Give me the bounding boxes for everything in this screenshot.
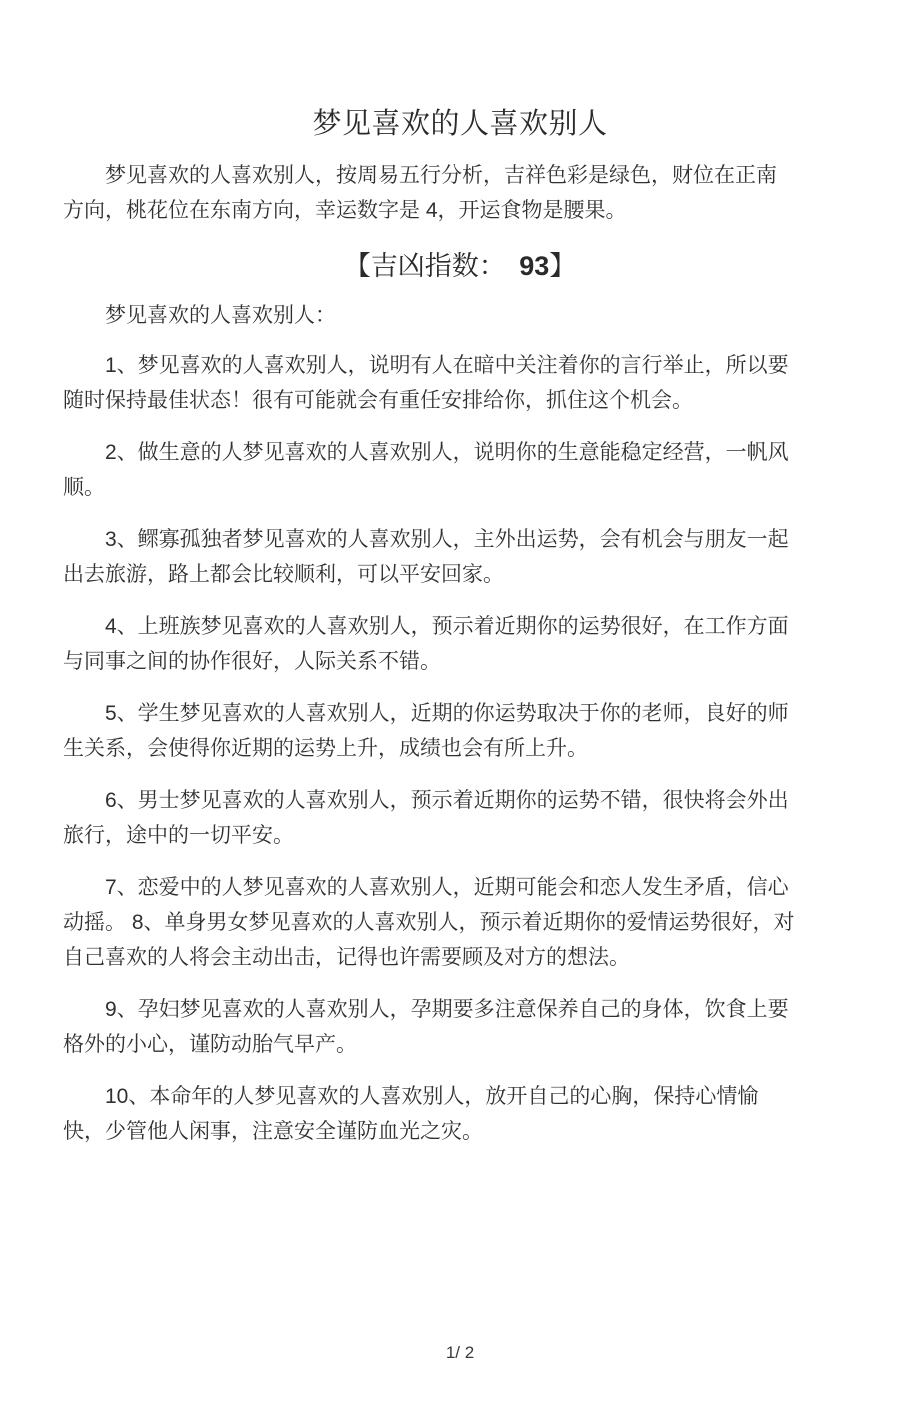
interpretation-item: 7、恋爱中的人梦见喜欢的人喜欢别人，近期可能会和恋人发生矛盾，信心动摇。 8、单身男女梦见喜欢的人喜欢别人，预示着近期你的爱情运势很好，对自己喜欢的人将会主动出击，记得也许需要顾及对方的想法。	[63, 876, 795, 969]
page-title: 梦见喜欢的人喜欢别人	[312, 108, 608, 140]
interpretation-item: 2、做生意的人梦见喜欢的人喜欢别人，说明你的生意能稳定经营，一帆风顺。	[63, 441, 789, 499]
interpretation-item: 10、本命年的人梦见喜欢的人喜欢别人，放开自己的心胸，保持心情愉快，少管他人闲事，注意安全谨防血光之灾。	[63, 1085, 759, 1143]
page-number: 1/ 2	[445, 1343, 475, 1362]
document-page	[0, 103, 920, 1406]
interpretation-list	[0, 348, 920, 1149]
interpretation-item: 5、学生梦见喜欢的人喜欢别人，近期的你运势取决于你的老师，良好的师生关系，会使得你近期的运势上升，成绩也会有所上升。	[63, 702, 789, 760]
interpretation-item: 3、鳏寡孤独者梦见喜欢的人喜欢别人，主外出运势，会有机会与朋友一起出去旅游，路上都会比较顺利，可以平安回家。	[63, 528, 789, 586]
interpretation-item: 9、孕妇梦见喜欢的人喜欢别人，孕期要多注意保养自己的身体，饮食上要格外的小心，谨防动胎气早产。	[63, 998, 789, 1056]
intro-paragraph: 梦见喜欢的人喜欢别人，按周易五行分析，吉祥色彩是绿色，财位在正南方向，桃花位在东南方向，幸运数字是 4，开运食物是腰果。	[63, 164, 777, 222]
interpretation-item: 6、男士梦见喜欢的人喜欢别人，预示着近期你的运势不错，很快将会外出旅行，途中的一切平安。	[63, 789, 789, 847]
list-intro: 梦见喜欢的人喜欢别人：	[105, 304, 336, 327]
luck-index-score: 93	[519, 251, 550, 281]
interpretation-item: 1、梦见喜欢的人喜欢别人，说明有人在暗中关注着你的言行举止，所以要随时保持最佳状态！很有可能就会有重任安排给你，抓住这个机会。	[63, 354, 789, 412]
luck-index-suffix: 】	[549, 251, 577, 281]
luck-index-heading	[63, 246, 857, 286]
luck-index-prefix: 【吉凶指数：	[343, 251, 520, 281]
interpretation-item: 4、上班族梦见喜欢的人喜欢别人，预示着近期你的运势很好，在工作方面与同事之间的协作很好，人际关系不错。	[63, 615, 789, 673]
